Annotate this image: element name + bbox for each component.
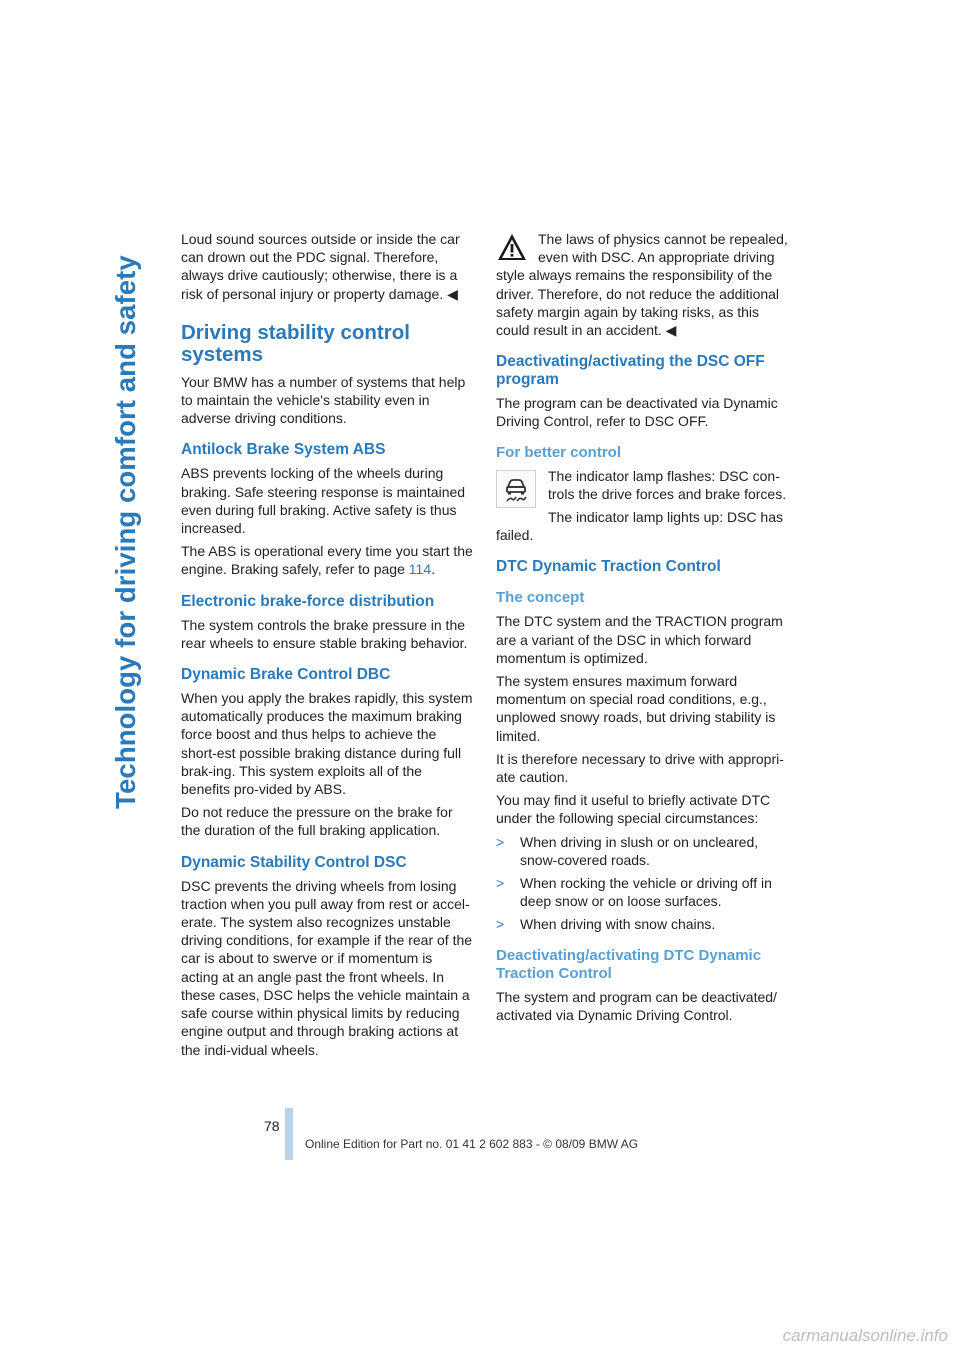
intro-paragraph: Loud sound sources outside or inside the car can drown out the PDC signal. Therefore, always drive cautiously; otherwise, there is a risk of personal injury or property damage. ◀ [181, 231, 460, 302]
concept-paragraph-2: The system ensures maximum forward momentum on special road conditions, e.g., unplowed snowy roads, but driving stability is limited. [496, 673, 776, 744]
warning-paragraph: The laws of physics cannot be repealed, even with DSC. An appropriate driving style always remains the responsibility of the driver. Therefore, do not reduce the additional safety margin again by taking risks, as this could result in an accident. ◀ [496, 231, 788, 339]
dsc-skid-lamp-icon [496, 470, 536, 508]
lamp-lit-text: The indicator lamp lights up: DSC has failed. [496, 509, 783, 544]
abs-paragraph-1: ABS prevents locking of the wheels during braking. Safe steering response is maintained even during full braking. Active safety is thus increased. [181, 465, 466, 537]
end-mark: ◀ [447, 285, 458, 302]
dtc-deactivate-paragraph: The system and program can be deactivated/ activated via Dynamic Driving Control. [496, 988, 777, 1023]
dscoff-paragraph: The program can be deactivated via Dynamic Driving Control, refer to DSC OFF. [496, 395, 778, 430]
concept-paragraph-1: The DTC system and the TRACTION program are a variant of the DSC in which forward momentum is optimized. [496, 613, 783, 666]
page-link-114[interactable]: 114 [408, 561, 432, 578]
dscoff-heading: Deactivating/activating the DSC OFF program [496, 353, 765, 389]
list-item: > When driving in slush or on uncleared, snow-covered roads. [496, 833, 759, 868]
concept-paragraph-4: You may find it useful to briefly activate DTC under the following special circumstances: [496, 792, 771, 827]
right-column [496, 230, 788, 1029]
end-mark: ◀ [665, 322, 677, 339]
lamp-flash-text: The indicator lamp flashes: DSC con-trols the drive forces and brake forces. [548, 467, 787, 502]
concept-heading: The concept [496, 589, 585, 607]
dtc-deactivate-heading: Deactivating/activating DTC Dynamic Traction Control [496, 946, 762, 982]
better-control-heading: For better control [496, 443, 622, 461]
side-chapter-title: Technology for driving comfort and safety [110, 255, 141, 809]
left-column [181, 230, 473, 1064]
list-item: > When driving with snow chains. [496, 916, 716, 933]
dsc-heading: Dynamic Stability Control DSC [181, 853, 407, 871]
footer-accent-bar [285, 1108, 293, 1160]
dtc-heading: DTC Dynamic Traction Control [496, 558, 721, 576]
section-intro: Your BMW has a number of systems that help to maintain the vehicle's stability even in adverse driving conditions. [181, 373, 466, 427]
watermark: carmanualsonline.info [782, 1326, 948, 1345]
ebd-paragraph: The system controls the brake pressure in the rear wheels to ensure stable braking behavior. [181, 616, 468, 651]
abs-heading: Antilock Brake System ABS [181, 441, 386, 459]
warning-block [496, 230, 788, 339]
dbc-heading: Dynamic Brake Control DBC [181, 666, 391, 684]
abs-paragraph-2: The ABS is operational every time you start the engine. Braking safely, refer to page 114. [181, 543, 473, 578]
ebd-heading: Electronic brake-force distribution [181, 592, 435, 610]
dsc-paragraph: DSC prevents the driving wheels from losing traction when you pull away from rest or accel-erate. The system also recognizes unstable driving conditions, for example if the rear of the car is about to swerve or if momentum is acting at an angle past the front wheels. In these cases, DSC helps the vehicle maintain a safe course within physical limits by reducing engine output and through braking actions at the indi-vidual wheels. [181, 877, 473, 1058]
footer-edition: Online Edition for Part no. 01 41 2 602 883 - © 08/09 BMW AG [305, 1137, 639, 1151]
list-item: > When rocking the vehicle or driving off in deep snow or on loose surfaces. [496, 875, 772, 910]
dbc-paragraph-1: When you apply the brakes rapidly, this system automatically produces the maximum braking force boost and thus helps to achieve the short-est possible braking distance during full brak-ing. This system exploits all of the benefits pro-vided by ABS. [181, 690, 473, 798]
section-title: Driving stability control systems [181, 320, 410, 366]
concept-paragraph-3: It is therefore necessary to drive with appropri-ate caution. [496, 750, 784, 786]
lamp-block [496, 467, 788, 545]
circumstances-list [496, 833, 788, 934]
warning-triangle-icon [496, 232, 528, 262]
dbc-paragraph-2: Do not reduce the pressure on the brake for the duration of the full braking application. [181, 804, 453, 839]
page-number: 78 [264, 1118, 280, 1134]
